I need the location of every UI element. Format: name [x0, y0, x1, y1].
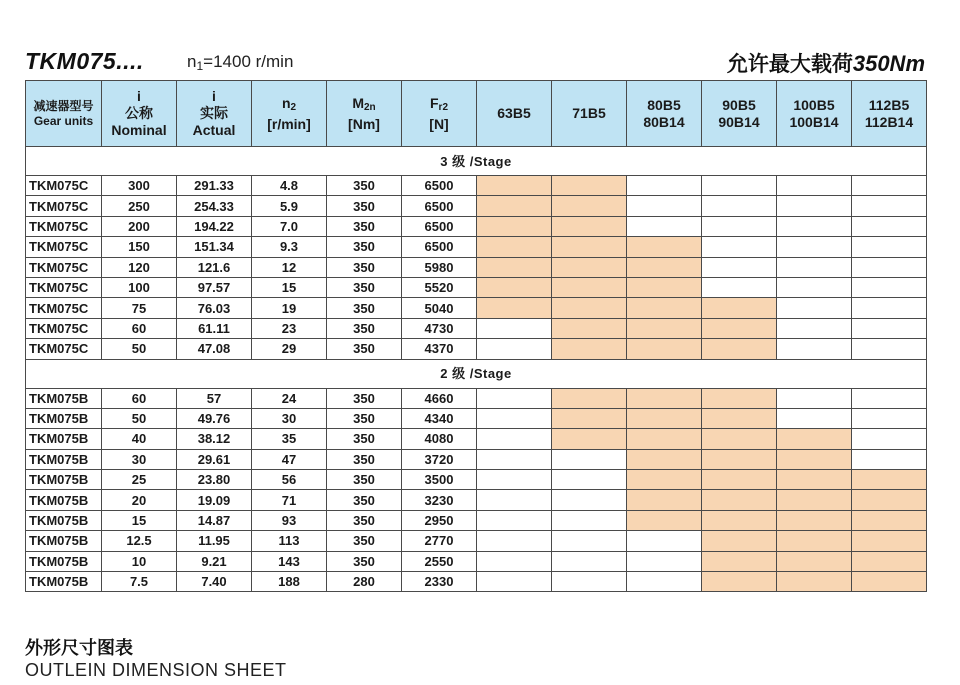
cell-m2n: 350 [327, 196, 402, 216]
flange-availability-cell [702, 429, 777, 449]
flange-availability-cell [702, 470, 777, 490]
flange-availability-cell [477, 429, 552, 449]
flange-availability-cell [777, 237, 852, 257]
col-gear-units: 减速器型号 Gear units [26, 81, 102, 147]
flange-availability-cell [477, 470, 552, 490]
cell-nominal: 15 [102, 510, 177, 530]
flange-availability-cell [702, 408, 777, 428]
flange-availability-cell [627, 196, 702, 216]
input-speed [187, 52, 293, 73]
flange-availability-cell [627, 277, 702, 297]
cell-m2n: 350 [327, 531, 402, 551]
col-flange-100: 100B5 100B14 [777, 81, 852, 147]
cell-actual: 254.33 [177, 196, 252, 216]
cell-nominal: 120 [102, 257, 177, 277]
cell-unit: TKM075C [26, 237, 102, 257]
flange-availability-cell [852, 572, 927, 592]
flange-availability-cell [852, 429, 927, 449]
flange-availability-cell [552, 318, 627, 338]
cell-actual: 61.11 [177, 318, 252, 338]
flange-availability-cell [477, 388, 552, 408]
cell-unit: TKM075C [26, 196, 102, 216]
cell-nominal: 12.5 [102, 531, 177, 551]
flange-availability-cell [477, 196, 552, 216]
table-header-row [26, 81, 927, 147]
flange-availability-cell [552, 551, 627, 571]
title-row [25, 46, 925, 76]
cell-m2n: 350 [327, 298, 402, 318]
cell-m2n: 350 [327, 257, 402, 277]
cell-m2n: 350 [327, 237, 402, 257]
flange-availability-cell [852, 298, 927, 318]
col-actual-ratio: i 实际 Actual [177, 81, 252, 147]
flange-availability-cell [852, 257, 927, 277]
cell-n2: 9.3 [252, 237, 327, 257]
cell-actual: 121.6 [177, 257, 252, 277]
cell-unit: TKM075C [26, 257, 102, 277]
cell-n2: 143 [252, 551, 327, 571]
flange-availability-cell [777, 176, 852, 196]
col-n2: $n_2$ [r/min] [252, 81, 327, 147]
table-row [26, 429, 927, 449]
cell-actual: 97.57 [177, 277, 252, 297]
cell-fr2: 4660 [402, 388, 477, 408]
cell-fr2: 6500 [402, 176, 477, 196]
flange-availability-cell [552, 531, 627, 551]
flange-availability-cell [552, 257, 627, 277]
flange-availability-cell [777, 490, 852, 510]
flange-availability-cell [702, 277, 777, 297]
cell-m2n: 350 [327, 470, 402, 490]
flange-availability-cell [702, 551, 777, 571]
cell-m2n: 280 [327, 572, 402, 592]
cell-m2n: 350 [327, 551, 402, 571]
flange-availability-cell [702, 572, 777, 592]
cell-fr2: 2330 [402, 572, 477, 592]
cell-m2n: 350 [327, 176, 402, 196]
table-row [26, 388, 927, 408]
flange-availability-cell [702, 531, 777, 551]
flange-availability-cell [702, 298, 777, 318]
flange-availability-cell [777, 277, 852, 297]
flange-availability-cell [777, 531, 852, 551]
cell-unit: TKM075C [26, 298, 102, 318]
flange-availability-cell [702, 388, 777, 408]
cell-unit: TKM075B [26, 408, 102, 428]
cell-m2n: 350 [327, 408, 402, 428]
cell-nominal: 7.5 [102, 572, 177, 592]
flange-availability-cell [627, 572, 702, 592]
col-m2n: $M_{2n}$ [Nm] [327, 81, 402, 147]
cell-n2: 12 [252, 257, 327, 277]
col-flange-112: 112B5 112B14 [852, 81, 927, 147]
cell-actual: 23.80 [177, 470, 252, 490]
cell-unit: TKM075B [26, 388, 102, 408]
table-row [26, 339, 927, 359]
cell-n2: 19 [252, 298, 327, 318]
flange-availability-cell [552, 216, 627, 236]
flange-availability-cell [477, 237, 552, 257]
cell-nominal: 150 [102, 237, 177, 257]
cell-nominal: 75 [102, 298, 177, 318]
cell-fr2: 4080 [402, 429, 477, 449]
cell-nominal: 60 [102, 318, 177, 338]
section-title-cn: 外形尺寸图表 [25, 638, 133, 658]
flange-availability-cell [852, 196, 927, 216]
cell-actual: 57 [177, 388, 252, 408]
flange-availability-cell [852, 551, 927, 571]
flange-availability-cell [702, 510, 777, 530]
max-load-value: 350Nm [852, 51, 925, 76]
flange-availability-cell [627, 298, 702, 318]
cell-nominal: 20 [102, 490, 177, 510]
section-title-en: OUTLEIN DIMENSION SHEET [25, 660, 287, 680]
cell-fr2: 3720 [402, 449, 477, 469]
flange-availability-cell [777, 196, 852, 216]
flange-availability-cell [477, 176, 552, 196]
col-flange-90: 90B5 90B14 [702, 81, 777, 147]
table-row [26, 277, 927, 297]
flange-availability-cell [852, 237, 927, 257]
cell-unit: TKM075B [26, 490, 102, 510]
flange-availability-cell [852, 388, 927, 408]
flange-availability-cell [852, 449, 927, 469]
flange-availability-cell [702, 176, 777, 196]
flange-availability-cell [777, 429, 852, 449]
cell-nominal: 10 [102, 551, 177, 571]
flange-availability-cell [852, 531, 927, 551]
max-load-label: 允许最大载荷 [726, 53, 853, 76]
flange-availability-cell [477, 277, 552, 297]
cell-n2: 15 [252, 277, 327, 297]
cell-nominal: 40 [102, 429, 177, 449]
cell-n2: 35 [252, 429, 327, 449]
stage-row [26, 147, 927, 176]
cell-n2: 4.8 [252, 176, 327, 196]
flange-availability-cell [777, 216, 852, 236]
cell-fr2: 6500 [402, 196, 477, 216]
flange-availability-cell [627, 470, 702, 490]
cell-nominal: 50 [102, 339, 177, 359]
flange-availability-cell [552, 277, 627, 297]
cell-nominal: 50 [102, 408, 177, 428]
flange-availability-cell [627, 237, 702, 257]
cell-unit: TKM075C [26, 277, 102, 297]
flange-availability-cell [777, 408, 852, 428]
stage-label: 3 级 /Stage [26, 147, 927, 176]
flange-availability-cell [552, 490, 627, 510]
cell-n2: 188 [252, 572, 327, 592]
cell-actual: 7.40 [177, 572, 252, 592]
table-row [26, 510, 927, 530]
table-row [26, 572, 927, 592]
cell-n2: 71 [252, 490, 327, 510]
speed-value: =1400 r/min [203, 52, 294, 71]
cell-actual: 29.61 [177, 449, 252, 469]
flange-availability-cell [702, 449, 777, 469]
flange-availability-cell [777, 318, 852, 338]
max-load [727, 48, 925, 78]
flange-availability-cell [477, 339, 552, 359]
cell-nominal: 25 [102, 470, 177, 490]
flange-availability-cell [702, 196, 777, 216]
col-flange-63b5: 63B5 [477, 81, 552, 147]
flange-availability-cell [552, 470, 627, 490]
cell-actual: 9.21 [177, 551, 252, 571]
flange-availability-cell [777, 572, 852, 592]
flange-availability-cell [852, 176, 927, 196]
cell-actual: 76.03 [177, 298, 252, 318]
cell-fr2: 5980 [402, 257, 477, 277]
flange-availability-cell [777, 551, 852, 571]
col-nominal-ratio: i 公称 Nominal [102, 81, 177, 147]
cell-unit: TKM075B [26, 551, 102, 571]
flange-availability-cell [552, 298, 627, 318]
cell-unit: TKM075B [26, 510, 102, 530]
cell-fr2: 2550 [402, 551, 477, 571]
flange-availability-cell [777, 470, 852, 490]
flange-availability-cell [852, 408, 927, 428]
flange-availability-cell [627, 318, 702, 338]
table-body [26, 147, 927, 592]
flange-availability-cell [477, 531, 552, 551]
cell-n2: 23 [252, 318, 327, 338]
flange-availability-cell [852, 318, 927, 338]
cell-unit: TKM075B [26, 429, 102, 449]
speed-symbol: n [187, 52, 197, 71]
flange-availability-cell [777, 257, 852, 277]
cell-n2: 29 [252, 339, 327, 359]
flange-availability-cell [552, 449, 627, 469]
flange-availability-cell [552, 510, 627, 530]
flange-availability-cell [477, 318, 552, 338]
cell-m2n: 350 [327, 216, 402, 236]
cell-actual: 38.12 [177, 429, 252, 449]
cell-actual: 194.22 [177, 216, 252, 236]
cell-unit: TKM075C [26, 176, 102, 196]
cell-fr2: 4370 [402, 339, 477, 359]
flange-availability-cell [552, 339, 627, 359]
cell-fr2: 2950 [402, 510, 477, 530]
flange-availability-cell [777, 298, 852, 318]
flange-availability-cell [627, 510, 702, 530]
flange-availability-cell [852, 490, 927, 510]
cell-actual: 151.34 [177, 237, 252, 257]
flange-availability-cell [477, 490, 552, 510]
cell-fr2: 6500 [402, 237, 477, 257]
flange-availability-cell [702, 257, 777, 277]
flange-availability-cell [627, 216, 702, 236]
cell-actual: 47.08 [177, 339, 252, 359]
cell-actual: 49.76 [177, 408, 252, 428]
table-row [26, 470, 927, 490]
flange-availability-cell [852, 470, 927, 490]
cell-unit: TKM075B [26, 531, 102, 551]
cell-n2: 24 [252, 388, 327, 408]
flange-availability-cell [477, 216, 552, 236]
cell-nominal: 250 [102, 196, 177, 216]
cell-fr2: 3500 [402, 470, 477, 490]
cell-unit: TKM075B [26, 449, 102, 469]
cell-unit: TKM075C [26, 318, 102, 338]
cell-nominal: 100 [102, 277, 177, 297]
cell-actual: 19.09 [177, 490, 252, 510]
table-row [26, 237, 927, 257]
cell-actual: 291.33 [177, 176, 252, 196]
flange-availability-cell [552, 237, 627, 257]
flange-availability-cell [477, 257, 552, 277]
model-title: TKM075.... [25, 48, 144, 74]
flange-availability-cell [627, 176, 702, 196]
cell-fr2: 6500 [402, 216, 477, 236]
cell-fr2: 5040 [402, 298, 477, 318]
table-row [26, 216, 927, 236]
cell-m2n: 350 [327, 510, 402, 530]
cell-m2n: 350 [327, 388, 402, 408]
flange-availability-cell [477, 572, 552, 592]
flange-availability-cell [477, 551, 552, 571]
table-row [26, 298, 927, 318]
cell-actual: 14.87 [177, 510, 252, 530]
flange-availability-cell [777, 510, 852, 530]
gear-spec-table [25, 80, 927, 592]
flange-availability-cell [777, 339, 852, 359]
flange-availability-cell [552, 429, 627, 449]
cell-fr2: 4340 [402, 408, 477, 428]
cell-unit: TKM075C [26, 216, 102, 236]
flange-availability-cell [627, 551, 702, 571]
stage-label: 2 级 /Stage [26, 359, 927, 388]
flange-availability-cell [702, 318, 777, 338]
flange-availability-cell [702, 490, 777, 510]
flange-availability-cell [477, 298, 552, 318]
cell-n2: 5.9 [252, 196, 327, 216]
flange-availability-cell [702, 237, 777, 257]
flange-availability-cell [552, 408, 627, 428]
flange-availability-cell [627, 388, 702, 408]
flange-availability-cell [552, 176, 627, 196]
table-row [26, 196, 927, 216]
flange-availability-cell [627, 490, 702, 510]
cell-nominal: 30 [102, 449, 177, 469]
flange-availability-cell [627, 339, 702, 359]
cell-nominal: 60 [102, 388, 177, 408]
cell-nominal: 200 [102, 216, 177, 236]
flange-availability-cell [627, 408, 702, 428]
cell-n2: 30 [252, 408, 327, 428]
cell-fr2: 2770 [402, 531, 477, 551]
flange-availability-cell [777, 449, 852, 469]
cell-unit: TKM075B [26, 572, 102, 592]
flange-availability-cell [852, 216, 927, 236]
table-row [26, 531, 927, 551]
flange-availability-cell [702, 216, 777, 236]
cell-unit: TKM075B [26, 470, 102, 490]
flange-availability-cell [477, 408, 552, 428]
cell-m2n: 350 [327, 490, 402, 510]
cell-unit: TKM075C [26, 339, 102, 359]
flange-availability-cell [552, 388, 627, 408]
table-row [26, 449, 927, 469]
cell-fr2: 3230 [402, 490, 477, 510]
table-row [26, 551, 927, 571]
table-row [26, 408, 927, 428]
cell-n2: 56 [252, 470, 327, 490]
cell-m2n: 350 [327, 277, 402, 297]
flange-availability-cell [852, 510, 927, 530]
cell-n2: 7.0 [252, 216, 327, 236]
cell-fr2: 4730 [402, 318, 477, 338]
cell-n2: 93 [252, 510, 327, 530]
table-row [26, 318, 927, 338]
flange-availability-cell [477, 449, 552, 469]
cell-fr2: 5520 [402, 277, 477, 297]
flange-availability-cell [627, 429, 702, 449]
flange-availability-cell [702, 339, 777, 359]
cell-actual: 11.95 [177, 531, 252, 551]
stage-row [26, 359, 927, 388]
cell-m2n: 350 [327, 429, 402, 449]
col-flange-80: 80B5 80B14 [627, 81, 702, 147]
flange-availability-cell [627, 531, 702, 551]
cell-nominal: 300 [102, 176, 177, 196]
flange-availability-cell [852, 277, 927, 297]
col-flange-71b5: 71B5 [552, 81, 627, 147]
speed-subscript: 1 [196, 59, 204, 73]
cell-n2: 47 [252, 449, 327, 469]
flange-availability-cell [552, 196, 627, 216]
cell-m2n: 350 [327, 318, 402, 338]
flange-availability-cell [627, 257, 702, 277]
flange-availability-cell [852, 339, 927, 359]
cell-m2n: 350 [327, 449, 402, 469]
cell-n2: 113 [252, 531, 327, 551]
table-row [26, 176, 927, 196]
table-row [26, 490, 927, 510]
cell-m2n: 350 [327, 339, 402, 359]
flange-availability-cell [777, 388, 852, 408]
table-row [26, 257, 927, 277]
flange-availability-cell [477, 510, 552, 530]
flange-availability-cell [627, 449, 702, 469]
col-fr2: $F_{r2}$ [N] [402, 81, 477, 147]
flange-availability-cell [552, 572, 627, 592]
